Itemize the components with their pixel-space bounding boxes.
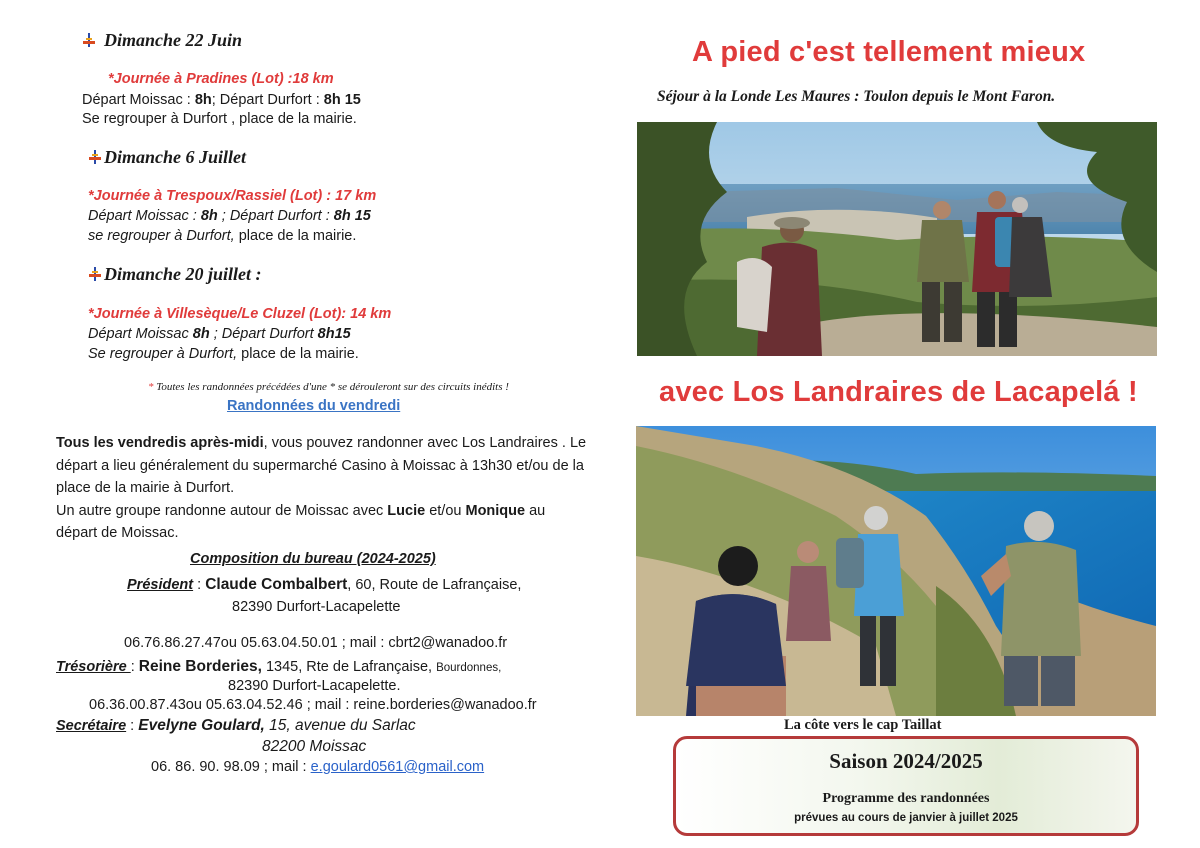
photo-cap-taillat-image: [636, 426, 1156, 716]
tresoriere-city: 82390 Durfort-Lacapelette.: [228, 678, 401, 694]
event-1-heading: [82, 30, 242, 51]
secretaire-mail-link[interactable]: e.goulard0561@gmail.com: [310, 759, 485, 775]
season-box: [673, 736, 1139, 836]
president-city: 82390 Durfort-Lacapelette: [232, 599, 401, 615]
cross-icon: [88, 150, 102, 164]
event-3-heading: [88, 264, 262, 285]
president-line: Président : Claude Combalbert, 60, Route de Lafrançaise,: [127, 576, 522, 593]
event-1-regroup: Se regrouper à Durfort , place de la mairie.: [82, 111, 357, 127]
subtitle: avec Los Landraires de Lacapelá !: [659, 376, 1138, 408]
tresoriere-line: Trésorière : Reine Borderies, 1345, Rte de Lafrançaise, Bourdonnes,: [56, 658, 502, 675]
event-3-regroup: Se regrouper à Durfort, place de la mairie.: [88, 346, 359, 362]
event-2-regroup: se regrouper à Durfort, place de la mairie.: [88, 228, 357, 244]
photo-mont-faron-image: [637, 122, 1157, 356]
main-title: A pied c'est tellement mieux: [692, 36, 1086, 68]
programme-dates: prévues au cours de janvier à juillet 2025: [794, 812, 1018, 824]
event-1-journee: *Journée à Pradines (Lot) :18 km: [108, 71, 334, 87]
event-3-depart: Départ Moissac 8h ; Départ Durfort 8h15: [88, 326, 351, 342]
event-2-depart: Départ Moissac : 8h ; Départ Durfort : 8h 15: [88, 208, 371, 224]
event-heading-text: Dimanche 22 Juin: [104, 30, 243, 50]
event-1-depart: Départ Moissac : 8h; Départ Durfort : 8h 15: [82, 92, 361, 108]
event-2-journee: *Journée à Trespoux/Rassiel (Lot) : 17 km: [88, 188, 377, 204]
secretaire-contact: 06. 86. 90. 98.09 ; mail : e.goulard0561@gmail.com: [151, 759, 485, 775]
event-heading-text: Dimanche 6 Juillet: [104, 147, 247, 167]
sejour-line: Séjour à la Londe Les Maures : Toulon depuis le Mont Faron.: [657, 88, 1056, 105]
circuits-note: * Toutes les randonnées précédées d'une * se dérouleront sur des circuits inédits !: [148, 381, 509, 393]
event-heading-text: Dimanche 20 juillet :: [104, 264, 262, 284]
vendredi-title: Randonnées du vendredi: [227, 398, 401, 414]
photo-cap-taillat: [636, 426, 1156, 716]
programme-title: Programme des randonnées: [822, 791, 990, 806]
secretaire-city: 82200 Moissac: [262, 738, 367, 755]
bureau-title: Composition du bureau (2024-2025): [190, 551, 436, 567]
tresoriere-contact: 06.36.00.87.43ou 05.63.04.52.46 ; mail : reine.borderies@wanadoo.fr: [89, 697, 537, 713]
president-contact: 06.76.86.27.47ou 05.63.04.50.01 ; mail : cbrt2@wanadoo.fr: [124, 635, 508, 651]
season-title: Saison 2024/2025: [829, 749, 983, 773]
photo-mont-faron: [637, 122, 1157, 356]
cross-icon: [88, 267, 102, 281]
cross-icon: [82, 33, 96, 47]
photo-caption: La côte vers le cap Taillat: [784, 717, 942, 733]
vendredi-paragraph: Tous les vendredis après-midi, vous pouvez randonner avec Los Landraires . Le départ a lieu généralement du supermarché Casino à Moissac à 13h30 et/ou de la place de la mairie à Durfort. Un autre groupe randonne autour de Moissac avec Lucie et/ou Monique au départ de Moissac.: [56, 435, 587, 541]
event-3-journee: *Journée à Villesèque/Le Cluzel (Lot): 14 km: [88, 306, 392, 322]
event-2-heading: [88, 147, 246, 168]
secretaire-line: Secrétaire : Evelyne Goulard, 15, avenue du Sarlac: [56, 717, 416, 734]
